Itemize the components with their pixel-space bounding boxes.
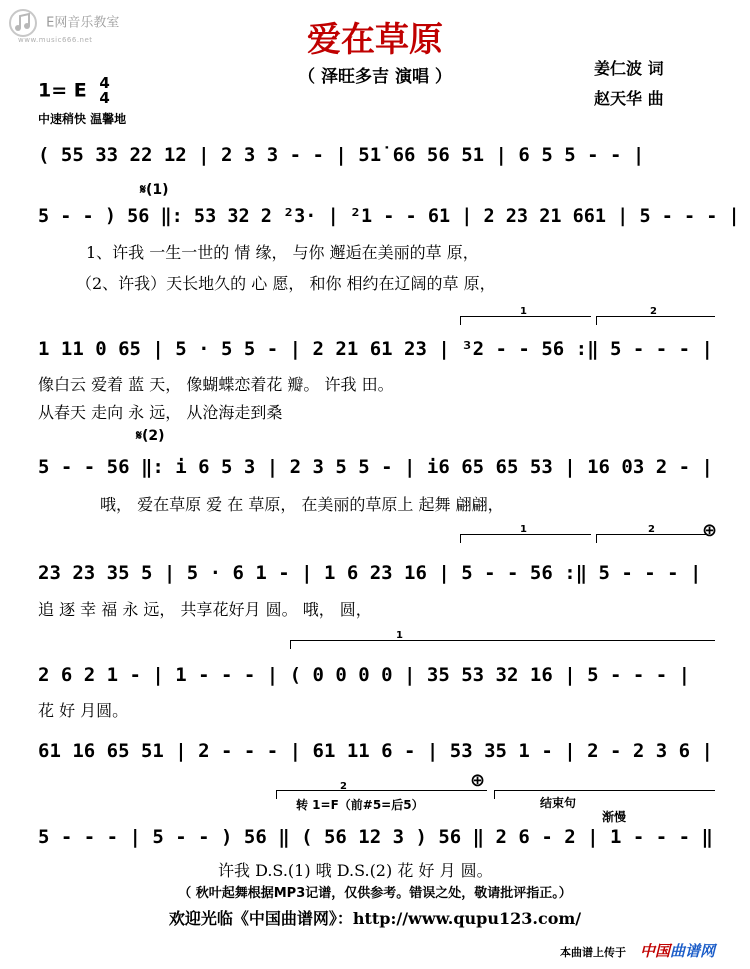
volta-1c-label: 1 <box>396 630 403 641</box>
score-line-1: ( 55 33 22 12 | 2 3 3 - - | 51̇ 66 56 51 | 6 5 5 - - | <box>38 144 645 166</box>
time-bottom: 4 <box>99 89 110 107</box>
site-link[interactable]: 欢迎光临《中国曲谱网》：http://www.qupu123.com/ <box>168 909 582 928</box>
composer: 赵天华 曲 <box>594 89 664 108</box>
segno-1: 𝄋(1) <box>140 182 169 198</box>
time-signature <box>99 76 109 106</box>
site-brand-a: 中国 <box>640 942 671 960</box>
upload-label: 本曲谱上传于 <box>560 946 626 959</box>
end-phrase-box <box>494 790 715 799</box>
lyric-line-4: 哦， 爱在草原 爱 在 草原， 在美丽的草原上 起舞 翩翩， <box>100 495 504 514</box>
rit-marking: 渐慢 <box>602 810 627 824</box>
score-line-8: 5 - - - | 5 - - ) 56 ‖ ( 56 12 3 ) 56 ‖ 2 6 - 2 | 1 - - - ‖ <box>38 826 713 848</box>
end-phrase-label: 结束句 <box>540 796 577 810</box>
key-label: 1= E <box>38 79 87 102</box>
lyric-line-3a: 像白云 爱着 蓝 天， 像蝴蝶恋着花 瓣。 许我 田。 <box>38 375 394 394</box>
score-line-7: 61 16 65 51 | 2 - - - | 61 11 6 - | 53 35 1 - | 2 - 2 3 6 | <box>38 740 713 762</box>
site-brand <box>640 940 715 961</box>
lyric-line-8: 许我 D.S.(1) 哦 D.S.(2) 花 好 月 圆。 <box>218 861 493 880</box>
watermark-text: E网音乐教室 <box>46 15 120 31</box>
song-subtitle: （ 泽旺多吉 演唱 ） <box>298 67 452 87</box>
volta-2-label: 2 <box>650 306 657 317</box>
site-brand-b: 曲谱网 <box>670 942 716 960</box>
score-line-4: 5 - - 56 ‖: i 6 5 3 | 2 3 5 5 - | i6 65 65 53 | 16 03 2 - | <box>38 456 713 478</box>
score-line-6: 2 6 2 1 - | 1 - - - | ( 0 0 0 0 | 35 53 32 16 | 5 - - - | <box>38 664 691 686</box>
segno-2: 𝄋(2) <box>136 428 165 444</box>
lyric-line-6: 花 好 月圆。 <box>38 701 129 720</box>
lyric-line-2b: （2、许我）天长地久的 心 愿， 和你 相约在辽阔的草 原， <box>76 274 496 293</box>
song-title: 爱在草原 <box>307 20 443 60</box>
volta-2b-label: 2 <box>648 524 655 535</box>
lyric-line-5: 追 逐 幸 福 永 远， 共享花好月 圆。 哦， 圆， <box>38 600 372 619</box>
score-line-3: 1 11 0 65 | 5 · 5 5 - | 2 21 61 23 | ³2 - - 56 :‖ 5 - - - | <box>38 338 713 360</box>
volta-1c-box <box>290 640 715 649</box>
tempo-marking: 中速稍快 温馨地 <box>38 112 127 126</box>
lyric-line-2a: 1、许我 一生一世的 情 缘， 与你 邂逅在美丽的草 原， <box>86 243 479 262</box>
volta-1b-box <box>460 534 591 543</box>
volta-2c-label: 2 <box>340 781 347 792</box>
volta-1-box <box>460 316 591 325</box>
modulation-marking: 转 1=F（前#5=后5） <box>296 798 424 812</box>
coda-icon-2: ⊕ <box>470 770 486 791</box>
lyricist: 姜仁波 词 <box>594 59 664 78</box>
time-top: 4 <box>99 74 110 92</box>
watermark-url: www.music666.net <box>18 36 93 44</box>
volta-2b-box <box>596 534 707 543</box>
key-signature <box>38 76 110 106</box>
volta-2-box <box>596 316 715 325</box>
volta-1-label: 1 <box>520 306 527 317</box>
volta-1b-label: 1 <box>520 524 527 535</box>
score-line-2: 5 - - ) 56 ‖: 53 32 2 ²3· | ²1 - - 61 | 2 23 21 661 | 5 - - - | <box>38 206 740 227</box>
score-line-5: 23 23 35 5 | 5 · 6 1 - | 1 6 23 16 | 5 - - 56 :‖ 5 - - - | <box>38 562 702 584</box>
coda-icon: ⊕ <box>702 520 718 541</box>
lyric-line-3b: 从春天 走向 永 远， 从沧海走到桑 <box>38 403 283 422</box>
transcription-note: （ 秋叶起舞根据MP3记谱，仅供参考。错误之处，敬请批评指正。） <box>178 886 572 901</box>
